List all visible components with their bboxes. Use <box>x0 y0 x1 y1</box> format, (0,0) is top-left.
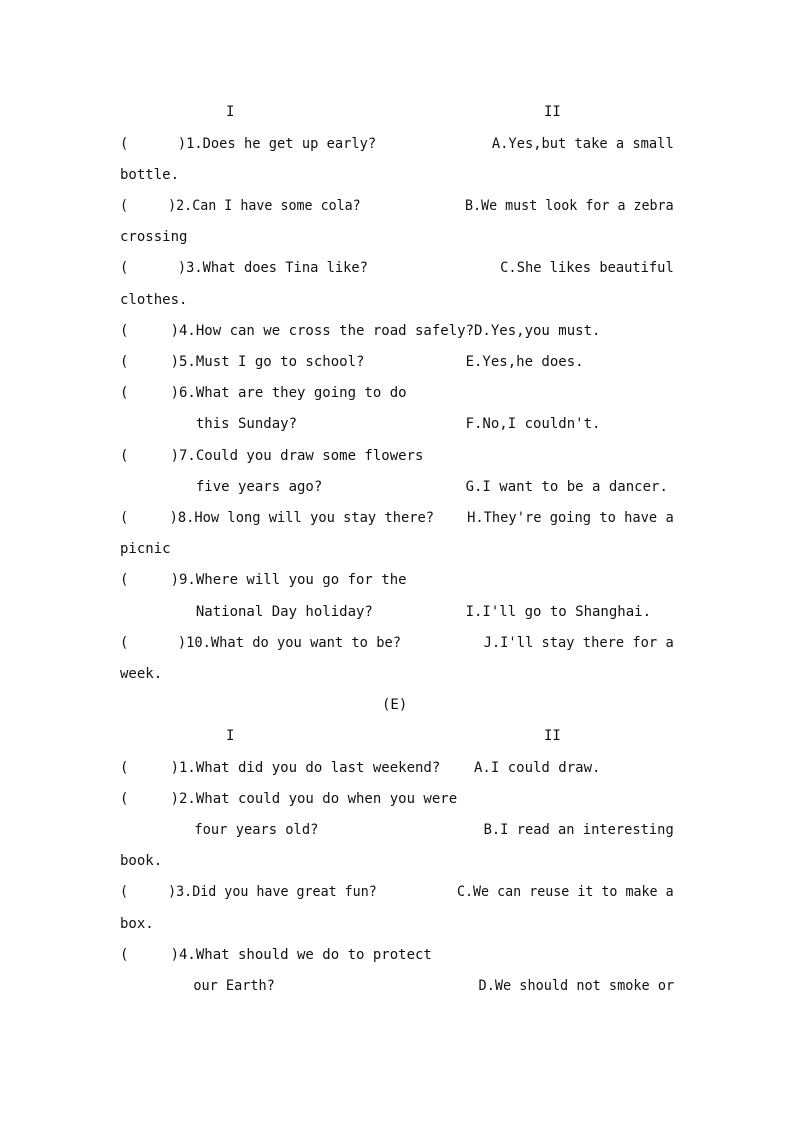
match-line-2-cont: crossing <box>120 229 188 245</box>
match-line-7-cont: five years ago? G.I want to be a dancer. <box>120 479 668 495</box>
match-line-3-cont: clothes. <box>120 292 188 308</box>
match-line-5: ( )5.Must I go to school? E.Yes,he does. <box>120 354 584 370</box>
match-line-e2: ( )2.What could you do when you were <box>120 791 458 807</box>
match-line-4: ( )4.How can we cross the road safely?D.Yes,you must. <box>120 323 601 339</box>
match-line-8: ( )8.How long will you stay there? H.They're going to have a <box>120 510 674 526</box>
match-line-10: ( )10.What do you want to be? J.I'll stay there for a <box>120 635 674 651</box>
match-line-e4-cont: our Earth? D.We should not smoke or <box>120 978 675 994</box>
match-line-e2-cont: four years old? B.I read an interesting <box>120 822 674 838</box>
match-line-2: ( )2.Can I have some cola? B.We must look for a zebra <box>120 198 674 214</box>
match-line-6: ( )6.What are they going to do <box>120 385 407 401</box>
column-header-i: I <box>226 104 235 120</box>
match-line-9: ( )9.Where will you go for the <box>120 572 407 588</box>
match-line-7: ( )7.Could you draw some flowers <box>120 448 424 464</box>
column-header-ii-2: II <box>544 728 561 744</box>
column-header-i-2: I <box>226 728 235 744</box>
match-line-8-cont: picnic <box>120 541 171 557</box>
match-line-e3-cont: box. <box>120 916 154 932</box>
match-line-1: ( )1.Does he get up early? A.Yes,but take a small <box>120 136 674 152</box>
match-line-10-cont: week. <box>120 666 163 682</box>
match-line-6-cont: this Sunday? F.No,I couldn't. <box>120 416 601 432</box>
match-line-1-cont: bottle. <box>120 167 180 183</box>
match-line-e4: ( )4.What should we do to protect <box>120 947 432 963</box>
column-header-ii: II <box>544 104 561 120</box>
match-line-e3: ( )3.Did you have great fun? C.We can reuse it to make a <box>120 884 674 900</box>
match-line-3: ( )3.What does Tina like? C.She likes beautiful <box>120 260 674 276</box>
match-line-9-cont: National Day holiday? I.I'll go to Shanghai. <box>120 604 652 620</box>
match-line-e1: ( )1.What did you do last weekend? A.I could draw. <box>120 760 601 776</box>
match-line-e2-cont2: book. <box>120 853 163 869</box>
section-title-e: (E) <box>382 697 408 713</box>
